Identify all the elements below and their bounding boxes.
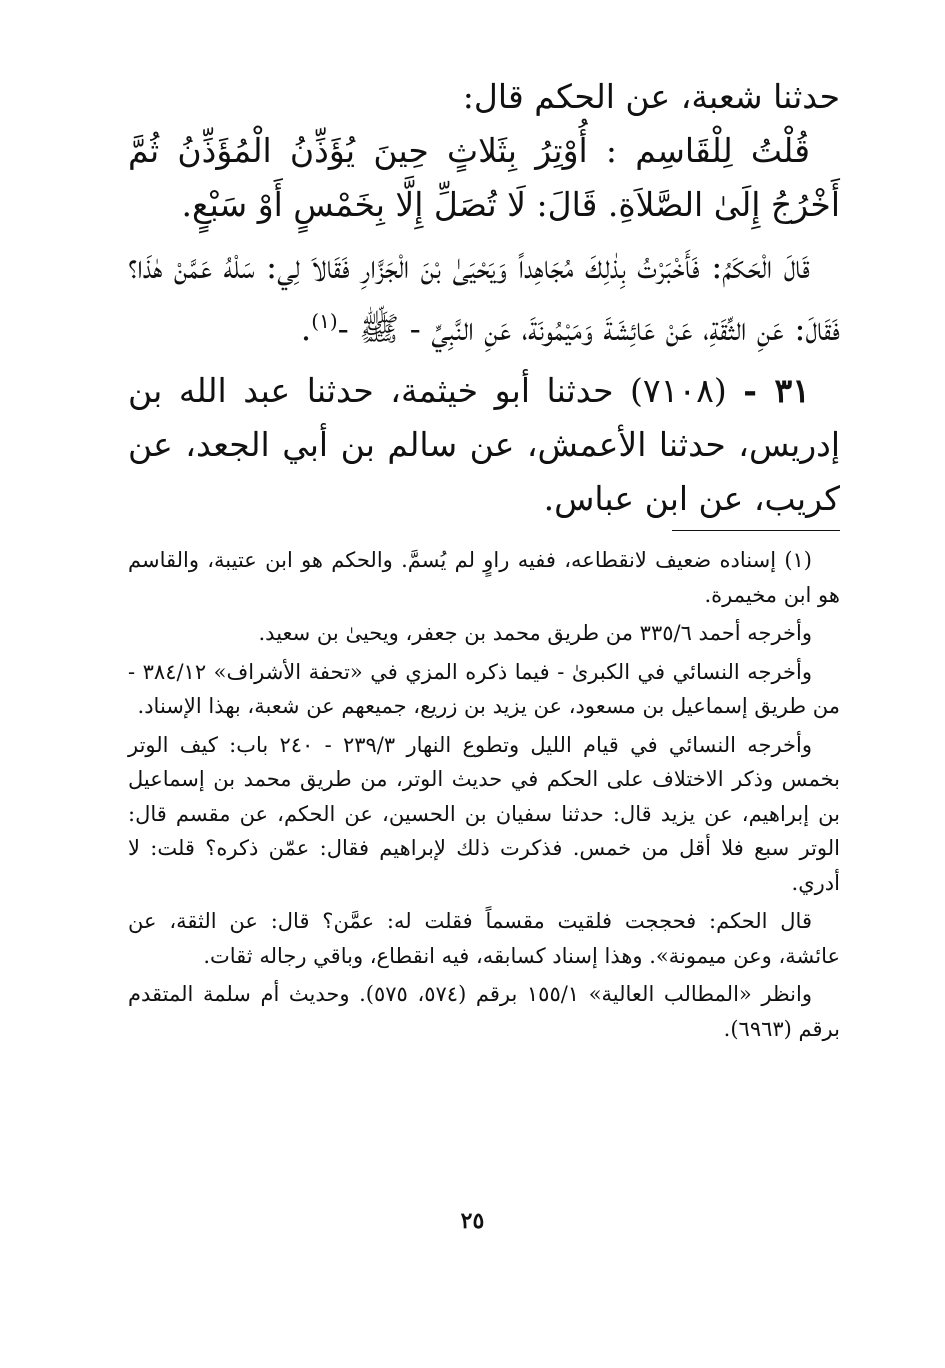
main-text [128, 70, 840, 526]
hadith-31-paragraph [128, 364, 840, 526]
page-body [128, 70, 840, 1046]
hadith-commentary-paragraph: قَالَ الْحَكَمُ: فَأَخْبَرْتُ بِذٰلِكَ مُجَاهِداً وَيَحْيَىٰ بْنَ الْجَزَّارِ فَقَالاَ لِي: سَلْهُ عَمَّنْ هٰذَا؟ فَقَالَ: عَنِ الثِّقَةِ، عَنْ عَائِشَةَ وَمَيْمُونَةَ، عَنِ النَّبِيِّ - ﷺ -$^{(١)}$. [128, 247, 840, 348]
footnote-separator [672, 530, 840, 531]
hadith-text-paragraph: قُلْتُ لِلْقَاسِم : أُوْتِرُ بِثَلاثٍ حِينَ يُؤَذِّنُ الْمُؤَذِّنُ ثُمَّ أَخْرُجُ إِلَىٰ الصَّلاَةِ. قَالَ: لَا تُصَلِّ إِلَّا بِخَمْسٍ أَوْ سَبْعٍ. [128, 131, 840, 224]
footnote-paragraph: وأخرجه النسائي في الكبرىٰ - فيما ذكره المزي في «تحفة الأشراف» ٣٨٤/١٢ - من طريق إسماعيل بن مسعود، عن يزيد بن زريع، جميعهم عن شعبة، بهذا الإسناد. [128, 659, 840, 718]
footnote-paragraph: وأخرجه النسائي في قيام الليل وتطوع النهار ٢٣٩/٣ - ٢٤٠ باب: كيف الوتر بخمس وذكر الاختلاف على الحكم في حديث الوتر، من طريق محمد بن إسماعيل بن إبراهيم، عن يزيد قال: حدثنا سفيان بن الحسين، عن الحكم، عن مقسم قال: الوتر سبع فلا أقل من خمس. فذكرت ذلك لإبراهيم فقال: عمّن ذكره؟ قلت: لا أدري. [128, 732, 840, 895]
page-number: ٢٥ [460, 1208, 485, 1234]
footnotes [128, 543, 840, 1046]
commentary-text: قَالَ الْحَكَمُ: فَأَخْبَرْتُ بِذٰلِكَ مُجَاهِداً وَيَحْيَىٰ بْنَ الْجَزَّارِ فَقَالاَ لِي: سَلْهُ عَمَّنْ هٰذَا؟ فَقَالَ: عَنِ الثِّقَةِ، عَنْ عَائِشَةَ وَمَيْمُونَةَ، عَنِ النَّبِيِّ - ﷺ - [128, 247, 840, 348]
hadith-31-text: (٧١٠٨) حدثنا أبو خيثمة، حدثنا عبد الله بن إدريس، حدثنا الأعمش، عن سالم بن أبي الجعد، عن كريب، عن ابن عباس. [128, 371, 840, 518]
footnote-paragraph: وأخرجه أحمد ٣٣٥/٦ من طريق محمد بن جعفر، ويحيىٰ بن سعيد. [258, 621, 812, 645]
footnote-reference: (١) [311, 309, 338, 333]
isnad-line: حدثنا شعبة، عن الحكم قال: [462, 77, 840, 116]
footnote-paragraph: قال الحكم: فحججت فلقيت مقسماً فقلت له: عمَّن؟ قال: عن الثقة، عن عائشة، وعن ميمونة». وهذا إسناد كسابقه، فيه انقطاع، وباقي رجاله ثقات. [128, 909, 840, 968]
footnote-paragraph: (١) إسناده ضعيف لانقطاعه، ففيه راوٍ لم يُسمَّ. والحكم هو ابن عتيبة، والقاسم هو ابن مخيمرة. [128, 548, 840, 607]
footnote-paragraph: وانظر «المطالب العالية» ١٥٥/١ برقم (٥٧٤، ٥٧٥). وحديث أم سلمة المتقدم برقم (٦٩٦٣). [128, 982, 840, 1041]
hadith-number: ٣١ - [743, 371, 810, 410]
